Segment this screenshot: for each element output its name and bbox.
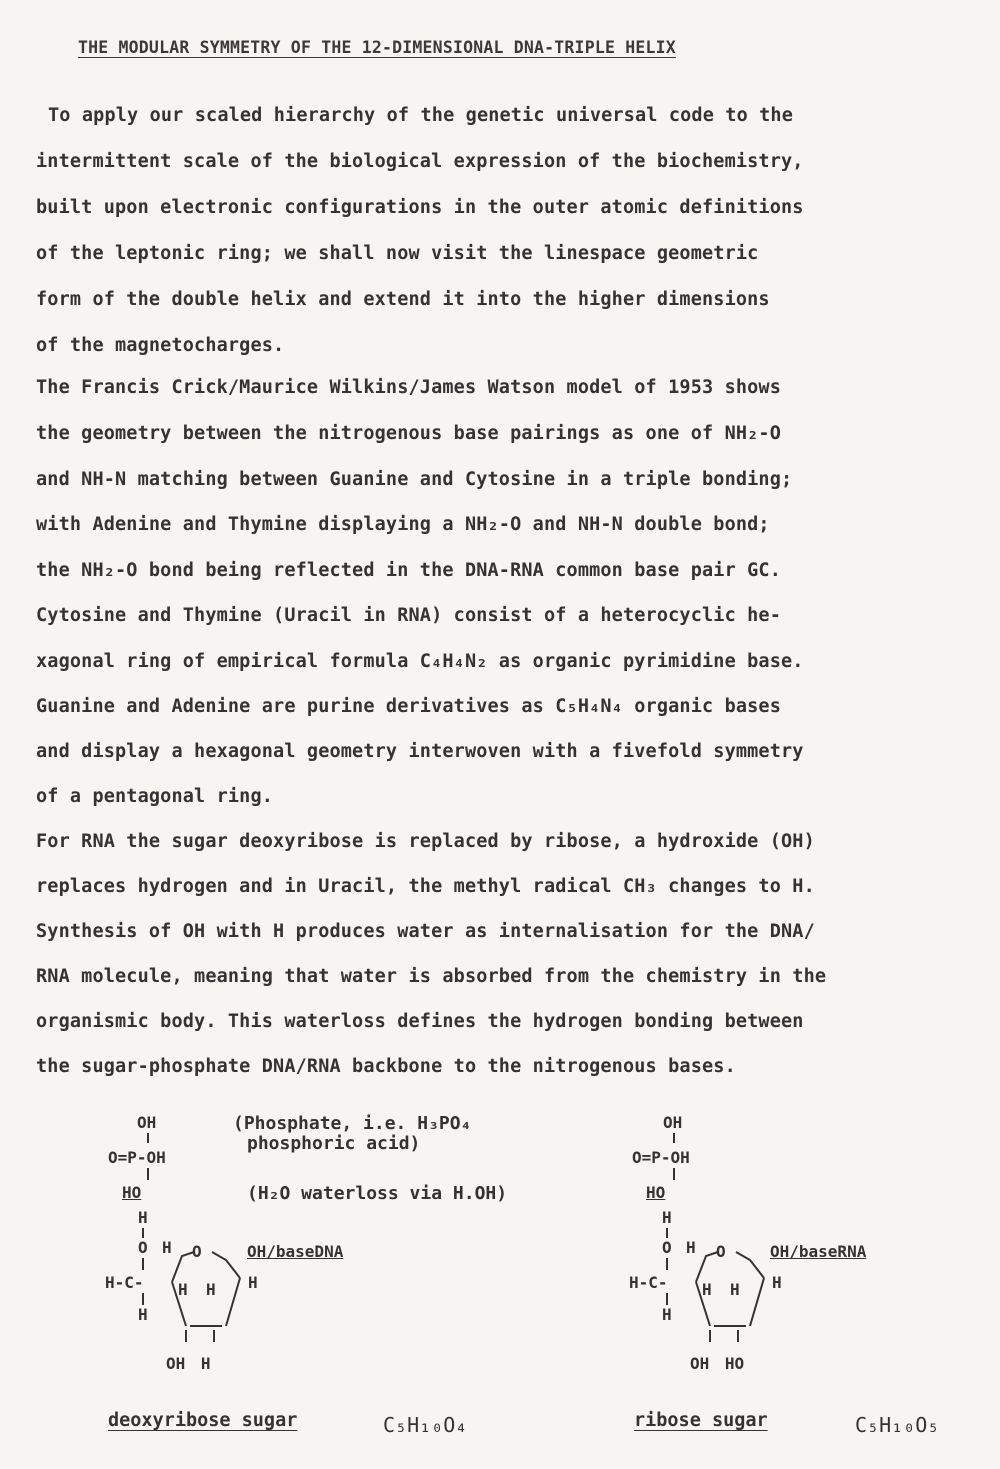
text-line: organismic body. This waterloss defines the hydrogen bonding between <box>36 1011 804 1032</box>
text-line: The Francis Crick/Maurice Wilkins/James Watson model of 1953 shows <box>36 377 782 398</box>
text-line: of a pentagonal ring. <box>36 786 274 807</box>
text-line: with Adenine and Thymine displaying a NH₂-O and NH-N double bond; <box>36 514 770 535</box>
text-line: built upon electronic configurations in the outer atomic definitions <box>36 197 804 218</box>
bond <box>673 1133 675 1143</box>
text-line: RNA molecule, meaning that water is absorbed from the chemistry in the <box>36 966 827 987</box>
bond <box>142 1228 144 1238</box>
bottom-substituents: OH HO <box>690 1354 745 1373</box>
text-line: the sugar-phosphate DNA/RNA backbone to the nitrogenous bases. <box>36 1056 736 1077</box>
text-line: Cytosine and Thymine (Uracil in RNA) consist of a heterocyclic he- <box>36 605 782 626</box>
text-line: and display a hexagonal geometry interwoven with a fivefold symmetry <box>36 741 804 762</box>
deoxyribose-caption: deoxyribose sugar <box>108 1410 298 1431</box>
inner-hydrogen-right: H <box>730 1280 740 1299</box>
phosphate-group: O=P-OH <box>632 1148 690 1167</box>
text-line: Guanine and Adenine are purine derivatives as C₅H₄N₄ organic bases <box>36 696 782 717</box>
hydroxyl-label: HO <box>122 1183 142 1202</box>
text-line: of the magnetocharges. <box>36 335 285 356</box>
text-line: intermittent scale of the biological expression of the biochemistry, <box>36 151 804 172</box>
text-line: the NH₂-O bond being reflected in the DNA-RNA common base pair GC. <box>36 560 782 581</box>
ribose-formula: C₅H₁₀O₅ <box>855 1413 940 1437</box>
inner-hydrogen-left: H <box>178 1280 188 1299</box>
text-line: xagonal ring of empirical formula C₄H₄N₂ as organic pyrimidine base. <box>36 651 804 672</box>
bond <box>666 1258 668 1270</box>
phosphate-note: (Phosphate, i.e. H₃PO₄ <box>233 1113 472 1134</box>
bond <box>147 1168 149 1180</box>
ring-oxygen-label: O <box>716 1242 726 1261</box>
deoxyribose-formula: C₅H₁₀O₄ <box>383 1413 468 1437</box>
bond <box>147 1133 149 1143</box>
text-line: and NH-N matching between Guanine and Cytosine in a triple bonding; <box>36 469 793 490</box>
bond <box>666 1293 668 1305</box>
ring-right-hydrogen: H <box>772 1273 782 1292</box>
hydroxyl-label: HO <box>646 1183 666 1202</box>
text-line: Synthesis of OH with H produces water as internalisation for the DNA/ <box>36 921 815 942</box>
ring-right-hydrogen: H <box>248 1273 258 1292</box>
lower-hydrogen-label: H <box>138 1305 148 1324</box>
bond <box>666 1228 668 1238</box>
oh-group: OH <box>137 1113 157 1132</box>
oxygen-label: O <box>138 1238 148 1257</box>
lower-hydrogen-label: H <box>662 1305 672 1324</box>
pentose-ring <box>684 1248 784 1328</box>
ring-oxygen-label: O <box>192 1242 202 1261</box>
base-label: OH/baseRNA <box>770 1242 867 1261</box>
oxygen-label: O <box>662 1238 672 1257</box>
bond <box>142 1293 144 1305</box>
bond <box>673 1168 675 1180</box>
hydrogen-label: H <box>662 1208 672 1227</box>
inner-hydrogen-left: H <box>702 1280 712 1299</box>
phosphate-group: O=P-OH <box>108 1148 166 1167</box>
inner-hydrogen-right: H <box>206 1280 216 1299</box>
ring-hydrogen-label: H <box>162 1238 172 1257</box>
document-title: THE MODULAR SYMMETRY OF THE 12-DIMENSIONAL DNA-TRIPLE HELIX <box>78 38 676 57</box>
bond <box>142 1258 144 1270</box>
base-label: OH/baseDNA <box>247 1242 344 1261</box>
text-line: the geometry between the nitrogenous base pairings as one of NH₂-O <box>36 423 782 444</box>
text-line: form of the double helix and extend it into the higher dimensions <box>36 289 770 310</box>
text-line: To apply our scaled hierarchy of the genetic universal code to the <box>48 105 794 126</box>
bottom-substituents: OH H <box>166 1354 211 1373</box>
phosphate-note-2: phosphoric acid) <box>247 1133 421 1154</box>
waterloss-note: (H₂O waterloss via H.OH) <box>247 1183 508 1204</box>
text-line: of the leptonic ring; we shall now visit the linespace geometric <box>36 243 759 264</box>
oh-group: OH <box>663 1113 683 1132</box>
carbon-label: H-C- <box>105 1273 144 1292</box>
ring-hydrogen-label: H <box>686 1238 696 1257</box>
ribose-caption: ribose sugar <box>634 1410 768 1431</box>
pentose-ring <box>160 1248 260 1328</box>
text-line: replaces hydrogen and in Uracil, the methyl radical CH₃ changes to H. <box>36 876 815 897</box>
hydrogen-label: H <box>138 1208 148 1227</box>
text-line: For RNA the sugar deoxyribose is replaced by ribose, a hydroxide (OH) <box>36 831 815 852</box>
carbon-label: H-C- <box>629 1273 668 1292</box>
